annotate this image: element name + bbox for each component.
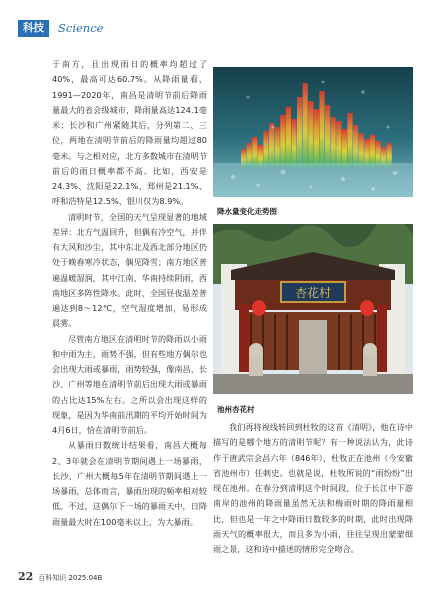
decorative-bar	[319, 91, 324, 167]
right-text-column	[213, 420, 413, 557]
paragraph-4: 从暴雨日数统计结果看，南昌大概每2、3年就会在清明节期间遇上一场暴雨，长沙、广州大概每5年在清明节期间遇上一场暴雨，总体而言，暴雨出现的频率相对较低。不过，这偶尔下一场的暴雨天中，日降雨量最大时在100毫米以上，为大暴雨。	[52, 440, 207, 527]
journal-issue: 百科知识 2025.04B	[38, 574, 103, 582]
decorative-bar	[325, 105, 330, 167]
paragraph-2: 清明时节，全国的天气呈现显著的地域差异：北方气温回升，但偶有冷空气，并伴有大风和沙尘，其中东北及西北部分地区仍处于晚春寒冷状态，偶见降雪；南方地区普遍温暖湿润，其中江南、华南持续阴雨，西南地区多阵性降水。此时，全国昼夜温差普遍达到8～12℃，空气湿度增加，易形成晨雾。	[52, 211, 207, 329]
decorative-bar	[331, 117, 336, 167]
xinghua-village-photo	[213, 224, 413, 394]
paragraph-5: 我们再将视线转回到杜牧的这首《清明》，他在诗中描写的是哪个地方的清明节呢？有一种说法认为，此诗作于唐武宗会昌六年（846年），杜牧正在池州（今安徽省池州市）任刺史。也就是说，杜牧所说的“雨纷纷”出现在池州。在春分到清明这个时间段，位于长江中下游南岸的池州的降雨量虽然无法和梅雨时期的降雨量相比，但也是一年之中降雨日数较多的时期，此时出现降雨天气的概率很大，而且多为小雨，往往呈现出蒙蒙细雨之景，这和诗中描述的情形完全吻合。	[213, 422, 413, 554]
decorative-bar	[291, 119, 296, 167]
page-footer	[18, 571, 102, 584]
decorative-bar	[269, 123, 274, 167]
decorative-bar	[308, 101, 313, 167]
decorative-bar	[280, 115, 285, 167]
decorative-bar	[370, 135, 375, 167]
rainfall-trend-photo	[213, 67, 413, 197]
decorative-bar	[347, 113, 352, 167]
paragraph-3: 尽管南方地区在清明时节的降雨以小雨和中雨为主，雨势不强，但有些地方偶尔也会出现大雨或暴雨，雨势较强，像南昌、长沙、广州等地在清明节前后出现大雨或暴雨的占比达15%左右。之所以会出现这样的现象，是因为华南前汛期的平均开始时间为4月6日，恰在清明节前后。	[52, 333, 207, 435]
section-tag: 科技	[18, 20, 49, 37]
decorative-bar	[353, 125, 358, 167]
photo2-caption: 池州杏花村	[217, 405, 255, 414]
left-text-column	[52, 57, 207, 530]
decorative-bar	[303, 83, 308, 167]
decorative-bar	[314, 109, 319, 167]
decorative-bar	[364, 139, 369, 167]
decorative-bar	[263, 131, 268, 167]
photo1-caption: 降水量变化走势图	[217, 207, 277, 216]
decorative-bar	[336, 121, 341, 167]
decorative-bar	[359, 133, 364, 167]
gate-sign-text: 杏花村	[294, 286, 332, 300]
section-title-en: Science	[58, 21, 104, 35]
decorative-bar	[342, 129, 347, 167]
decorative-bar	[286, 107, 291, 167]
decorative-bar	[297, 97, 302, 167]
page-number: 22	[18, 570, 34, 583]
decorative-bar	[275, 127, 280, 167]
paragraph-1: 于南方，且出现雨日的概率均超过了40%，最高可达60.7%。从降雨量看，1991—2020年，南昌是清明节前后降雨量最大的省会级城市，降雨量高达124.1毫米；长沙和广州紧随其后，分列第二、三位，两地在清明节前后的降雨量均超过80毫米。与之相对应，北方多数城市在清明节前后的雨日概率都不高。比如，西安是24.3%、沈阳是22.1%、郑州是21.1%、呼和浩特是12.5%、银川仅为8.9%。	[52, 59, 207, 207]
decorative-bar	[252, 137, 257, 167]
